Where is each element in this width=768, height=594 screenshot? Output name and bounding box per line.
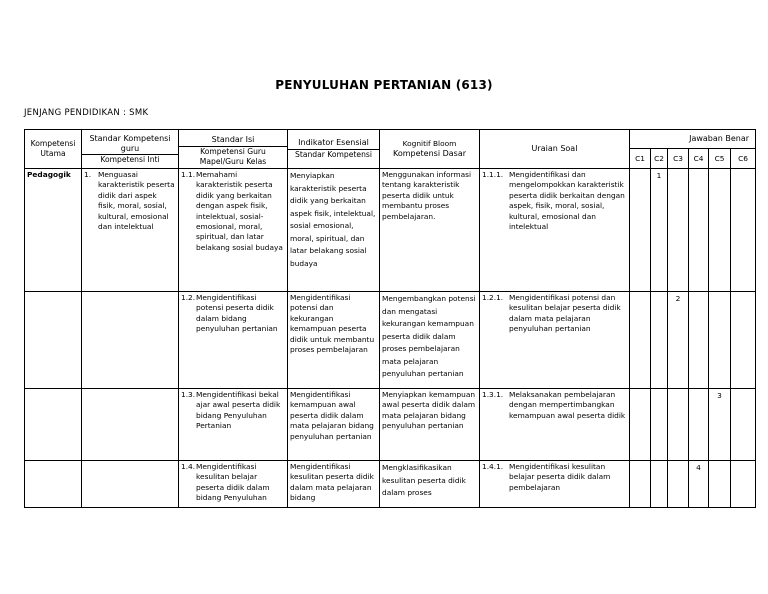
cell-answer-c4: 4 bbox=[689, 461, 709, 508]
header-c3: C3 bbox=[668, 149, 689, 169]
table-row bbox=[25, 169, 756, 292]
cell-kompetensi-guru: 1.1. Memahami karakteristik peserta didik yang berkaitan dengan aspek fisik, intelektual, sosial-emosional, moral, spiritual, dan latar belakang sosial budaya bbox=[179, 169, 288, 292]
cell-indikator: Mengidentifikasi kemampuan awal peserta didik dalam mata pelajaran bidang penyuluhan pertanian bbox=[288, 389, 380, 461]
kisi-kisi-table bbox=[24, 129, 756, 508]
cell-kompetensi-dasar: Menyiapkan kemampuan awal peserta didik dalam mata pelajaran bidang penyuluhan pertanian bbox=[380, 389, 480, 461]
cell-kompetensi-guru: 1.3. Mengidentifikasi bekal ajar awal peserta didik bidang Penyuluhan Pertanian bbox=[179, 389, 288, 461]
cell-answer-c2 bbox=[651, 389, 668, 461]
header-c4: C4 bbox=[689, 149, 709, 169]
cell-uraian-soal: 1.4.1. Mengidentifikasi kesulitan belajar peserta didik dalam pembelajaran bbox=[480, 461, 630, 508]
header-kompetensi-utama: Kompetensi Utama bbox=[25, 130, 82, 169]
header-c1: C1 bbox=[630, 149, 651, 169]
cell-kompetensi-utama: Pedagogik bbox=[25, 169, 82, 292]
table-row bbox=[25, 461, 756, 508]
header-c6: C6 bbox=[731, 149, 756, 169]
header-kognitif-bloom: Kognitif Bloom Kompetensi Dasar bbox=[380, 130, 480, 169]
header-c5: C5 bbox=[709, 149, 731, 169]
cell-answer-c3 bbox=[668, 169, 689, 292]
jenjang-pendidikan: JENJANG PENDIDIKAN : SMK bbox=[24, 108, 149, 118]
cell-answer-c5: 3 bbox=[709, 389, 731, 461]
header-standar-kompetensi-guru: Standar Kompetensi guru Kompetensi Inti bbox=[82, 130, 179, 169]
cell-answer-c5 bbox=[709, 292, 731, 389]
cell-answer-c1 bbox=[630, 169, 651, 292]
cell-answer-c4 bbox=[689, 169, 709, 292]
cell-answer-c4 bbox=[689, 389, 709, 461]
cell-uraian-soal: 1.1.1. Mengidentifikasi dan mengelompokkan karakteristik peserta didik berkaitan dengan aspek, fisik, moral, sosial, kultural, emosional dan intelektual bbox=[480, 169, 630, 292]
cell-answer-c1 bbox=[630, 389, 651, 461]
cell-answer-c3 bbox=[668, 389, 689, 461]
table-row bbox=[25, 292, 756, 389]
table-row bbox=[25, 389, 756, 461]
cell-kompetensi-inti bbox=[82, 292, 179, 389]
cell-answer-c2: 1 bbox=[651, 169, 668, 292]
cell-kompetensi-dasar: Mengklasifikasikan kesulitan peserta didik dalam proses bbox=[380, 461, 480, 508]
cell-answer-c6 bbox=[731, 461, 756, 508]
cell-indikator: Mengidentifikasi kesulitan peserta didik dalam mata pelajaran bidang bbox=[288, 461, 380, 508]
cell-kompetensi-utama bbox=[25, 461, 82, 508]
cell-answer-c6 bbox=[731, 169, 756, 292]
cell-answer-c6 bbox=[731, 292, 756, 389]
cell-kompetensi-inti bbox=[82, 389, 179, 461]
cell-kompetensi-inti: 1. Menguasai karakteristik peserta didik dari aspek fisik, moral, sosial, kultural, emosional dan intelektual bbox=[82, 169, 179, 292]
cell-answer-c1 bbox=[630, 461, 651, 508]
cell-indikator: Mengidentifikasi potensi dan kekurangan kemampuan peserta didik untuk membantu proses pembelajaran bbox=[288, 292, 380, 389]
cell-answer-c3: 2 bbox=[668, 292, 689, 389]
header-jawaban-benar: Jawaban Benar bbox=[630, 130, 756, 149]
cell-uraian-soal: 1.2.1. Mengidentifikasi potensi dan kesulitan belajar peserta didik dalam mata pelajaran penyuluhan pertanian bbox=[480, 292, 630, 389]
cell-answer-c2 bbox=[651, 292, 668, 389]
cell-answer-c2 bbox=[651, 461, 668, 508]
cell-kompetensi-guru: 1.2. Mengidentifikasi potensi peserta didik dalam bidang penyuluhan pertanian bbox=[179, 292, 288, 389]
cell-kompetensi-inti bbox=[82, 461, 179, 508]
cell-answer-c5 bbox=[709, 169, 731, 292]
cell-answer-c5 bbox=[709, 461, 731, 508]
cell-kompetensi-dasar: Mengembangkan potensi dan mengatasi kekurangan kemampuan peserta didik dalam proses pembelajaran mata pelajaran penyuluhan pertanian bbox=[380, 292, 480, 389]
cell-answer-c3 bbox=[668, 461, 689, 508]
header-uraian-soal: Uraian Soal bbox=[480, 130, 630, 169]
cell-answer-c1 bbox=[630, 292, 651, 389]
cell-uraian-soal: 1.3.1. Melaksanakan pembelajaran dengan mempertimbangkan kemampuan awal peserta didik bbox=[480, 389, 630, 461]
header-indikator-esensial: Indikator Esensial Standar Kompetensi bbox=[288, 130, 380, 169]
page-title: PENYULUHAN PERTANIAN (613) bbox=[275, 78, 493, 92]
header-c2: C2 bbox=[651, 149, 668, 169]
cell-kompetensi-utama bbox=[25, 292, 82, 389]
cell-answer-c6 bbox=[731, 389, 756, 461]
cell-indikator: Menyiapkan karakteristik peserta didik yang berkaitan aspek fisik, intelektual, sosial emosional, moral, spiritual, dan latar belakang sosial budaya bbox=[288, 169, 380, 292]
cell-kompetensi-utama bbox=[25, 389, 82, 461]
cell-kompetensi-dasar: Menggunakan informasi tentang karakteristik peserta didik untuk membantu proses pembelajaran. bbox=[380, 169, 480, 292]
cell-kompetensi-guru: 1.4. Mengidentifikasi kesulitan belajar peserta didik dalam bidang Penyuluhan bbox=[179, 461, 288, 508]
cell-answer-c4 bbox=[689, 292, 709, 389]
header-standar-isi: Standar Isi Kompetensi Guru Mapel/Guru Kelas bbox=[179, 130, 288, 169]
